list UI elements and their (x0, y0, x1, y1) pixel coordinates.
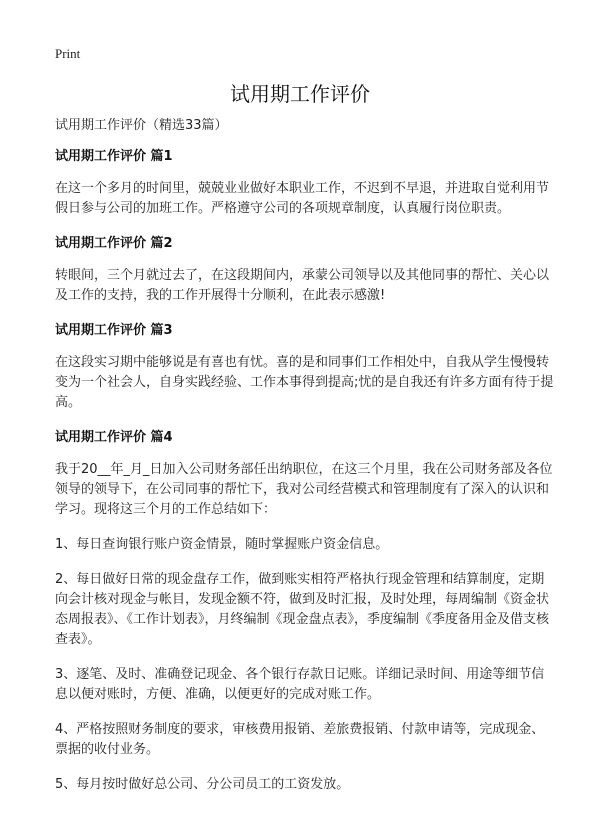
document-subtitle: 试用期工作评价（精选33篇） (55, 118, 228, 133)
paragraph: 在这一个多月的时间里，兢兢业业做好本职业工作，不迟到不早退，并进取自觉利用节假日参与公司的加班工作。严格遵守公司的各项规章制度，认真履行岗位职责。 (55, 181, 550, 216)
section-3 (55, 321, 555, 413)
section-1 (55, 147, 555, 219)
paragraph: 转眼间，三个月就过去了，在这段期间内，承蒙公司领导以及其他同事的帮忙、关心以及工作的支持，我的工作开展得十分顺利，在此表示感激! (55, 268, 550, 303)
section-heading: 试用期工作评价 篇3 (55, 323, 173, 338)
list-item: 1、每日查询银行账户资金情景，随时掌握账户资金信息。 (55, 537, 389, 552)
page-title: 试用期工作评价 (230, 82, 370, 106)
section-2 (55, 234, 555, 306)
section-heading: 试用期工作评价 篇4 (55, 430, 173, 445)
paragraph: 在这段实习期中能够说是有喜也有忧。喜的是和同事们工作相处中，自我从学生慢慢转变为一个社会人，自身实践经验、工作本事得到提高;忧的是自我还有许多方面有待于提高。 (55, 355, 554, 410)
print-link[interactable]: Print (55, 46, 81, 61)
section-4 (55, 428, 555, 795)
list-item: 2、每日做好日常的现金盘存工作，做到账实相符严格执行现金管理和结算制度，定期向会计核对现金与帐目，发现金额不符，做到及时汇报，及时处理，每周编制《资金状态周报表》、《工作计划表》，月终编制《现金盘点表》，季度编制《季度备用金及借支核查表》。 (55, 572, 550, 647)
list-item: 4、严格按照财务制度的要求，审核费用报销、差旅费报销、付款申请等，完成现金、票据的收付业务。 (55, 722, 545, 757)
list-item: 5、每月按时做好总公司、分公司员工的工资发放。 (55, 777, 350, 792)
document-body (55, 116, 555, 810)
section-heading: 试用期工作评价 篇2 (55, 236, 173, 251)
section-heading: 试用期工作评价 篇1 (55, 149, 173, 164)
paragraph: 我于20__年_月_日加入公司财务部任出纳职位，在这三个月里，我在公司财务部及各位领导的领导下，在公司同事的帮忙下，我对公司经营模式和管理制度有了深入的认识和学习。现将这三个月的工作总结如下： (55, 462, 553, 517)
list-item: 3、逐笔、及时、准确登记现金、各个银行存款日记账。详细记录时间、用途等细节信息以便对账时，方便、准确，以便更好的完成对账工作。 (55, 667, 545, 702)
